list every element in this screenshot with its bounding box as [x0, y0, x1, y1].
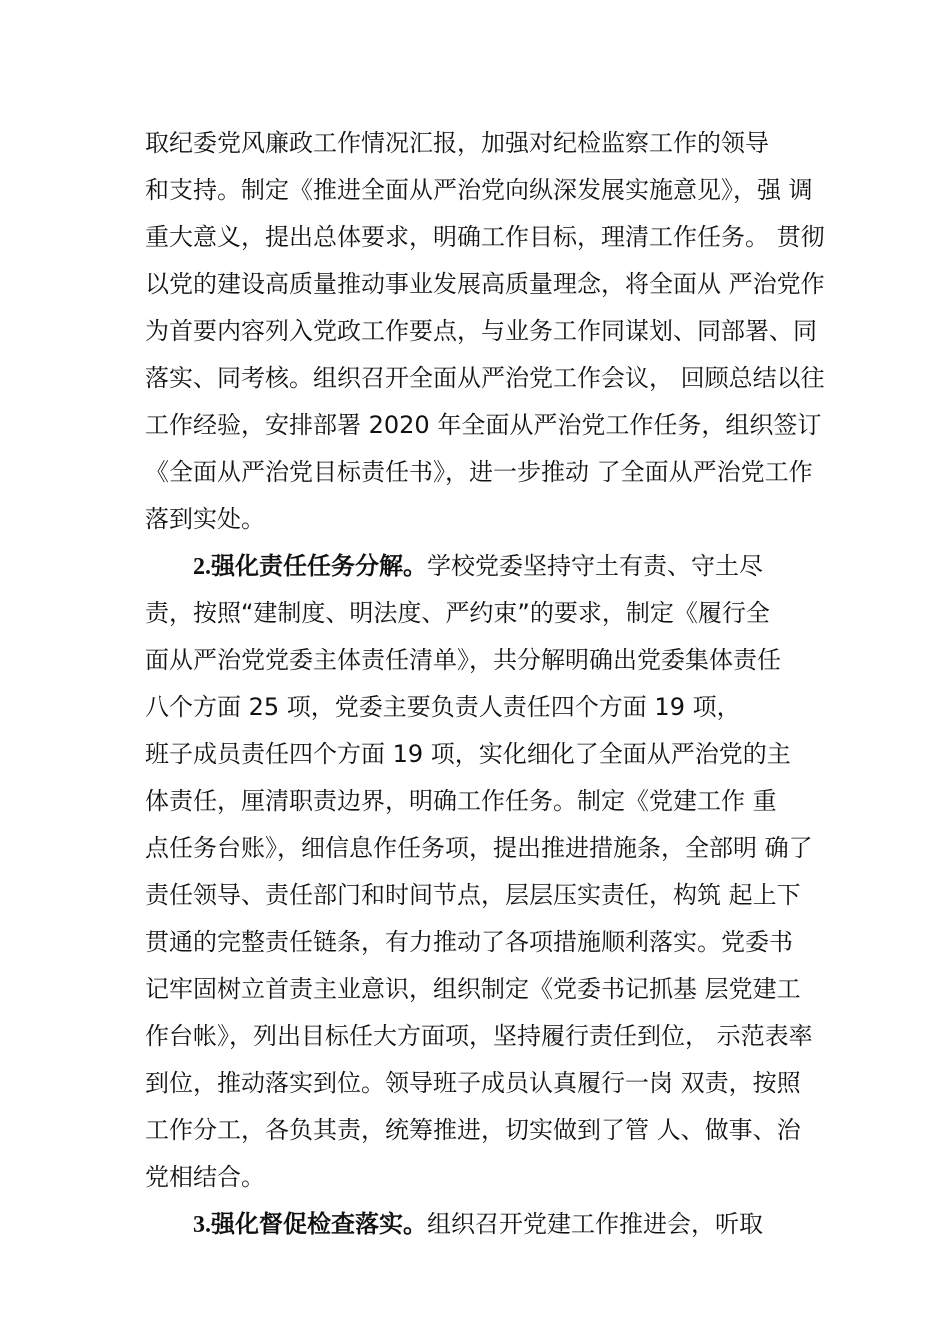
paragraph-2-line-1: 学校党委坚持守土有责、守土尽 [427, 552, 763, 580]
section-heading-2: 强化责任任务分解。 [211, 552, 427, 580]
paragraph-1-line-3: 重大意义，提出总体要求，明确工作目标，理清工作任务。 贯彻 [145, 223, 825, 251]
paragraph-1-line-1: 取纪委党风廉政工作情况汇报，加强对纪检监察工作的领导 [145, 129, 769, 157]
section-heading-3: 强化督促检查落实。 [211, 1210, 427, 1238]
paragraph-2-line-11: 作台帐》，列出目标任大方面项，坚持履行责任到位， 示范表率 [145, 1022, 813, 1050]
paragraph-2-line-9: 贯通的完整责任链条，有力推动了各项措施顺利落实。党委书 [145, 928, 793, 956]
paragraph-2-line-8: 责任领导、责任部门和时间节点，层层压实责任，构筑 起上下 [145, 881, 801, 909]
paragraph-1-line-6: 落实、同考核。组织召开全面从严治党工作会议， 回顾总结以往 [145, 364, 825, 392]
paragraph-2-line-12: 到位，推动落实到位。领导班子成员认真履行一岗 双责，按照 [145, 1069, 801, 1097]
paragraph-2-line-5: 班子成员责任四个方面 19 项，实化细化了全面从严治党的主 [145, 740, 791, 768]
paragraph-2-line-7: 点任务台账》，细信息作任务项，提出推进措施条，全部明 确了 [145, 834, 813, 862]
paragraph-1-line-9: 落到实处。 [145, 505, 265, 533]
section-number-2: 2. [193, 554, 211, 580]
section-number-3: 3. [193, 1212, 211, 1238]
paragraph-1-line-7: 工作经验，安排部署 2020 年全面从严治党工作任务，组织签订 [145, 411, 822, 439]
paragraph-2-first-line [145, 543, 835, 590]
body-text [145, 120, 835, 1248]
paragraph-1-line-8: 《全面从严治党目标责任书》，进一步推动 了全面从严治党工作 [145, 458, 813, 486]
paragraph-2-line-13: 工作分工，各负其责，统筹推进，切实做到了管 人、做事、治 [145, 1116, 801, 1144]
paragraph-2-line-2: 责，按照“建制度、明法度、严约束”的要求，制定《履行全 [145, 599, 770, 627]
paragraph-2-line-10: 记牢固树立首责主业意识，组织制定《党委书记抓基 层党建工 [145, 975, 801, 1003]
paragraph-2-line-4: 八个方面 25 项，党委主要负责人责任四个方面 19 项， [145, 693, 741, 721]
paragraph-2-line-3: 面从严治党党委主体责任清单》，共分解明确出党委集体责任 [145, 646, 781, 674]
paragraph-2-line-14: 党相结合。 [145, 1163, 265, 1191]
paragraph-1-line-2: 和支持。制定《推进全面从严治党向纵深发展实施意见》，强 调 [145, 176, 813, 204]
paragraph-3-line-1: 组织召开党建工作推进会，听取 [427, 1210, 763, 1238]
paragraph-2-line-6: 体责任，厘清职责边界，明确工作任务。制定《党建工作 重 [145, 787, 777, 815]
paragraph-1-line-4: 以党的建设高质量推动事业发展高质量理念，将全面从 严治党作 [145, 270, 825, 298]
paragraph-3-first-line [145, 1201, 835, 1248]
paragraph-1-line-5: 为首要内容列入党政工作要点，与业务工作同谋划、同部署、同 [145, 317, 817, 345]
